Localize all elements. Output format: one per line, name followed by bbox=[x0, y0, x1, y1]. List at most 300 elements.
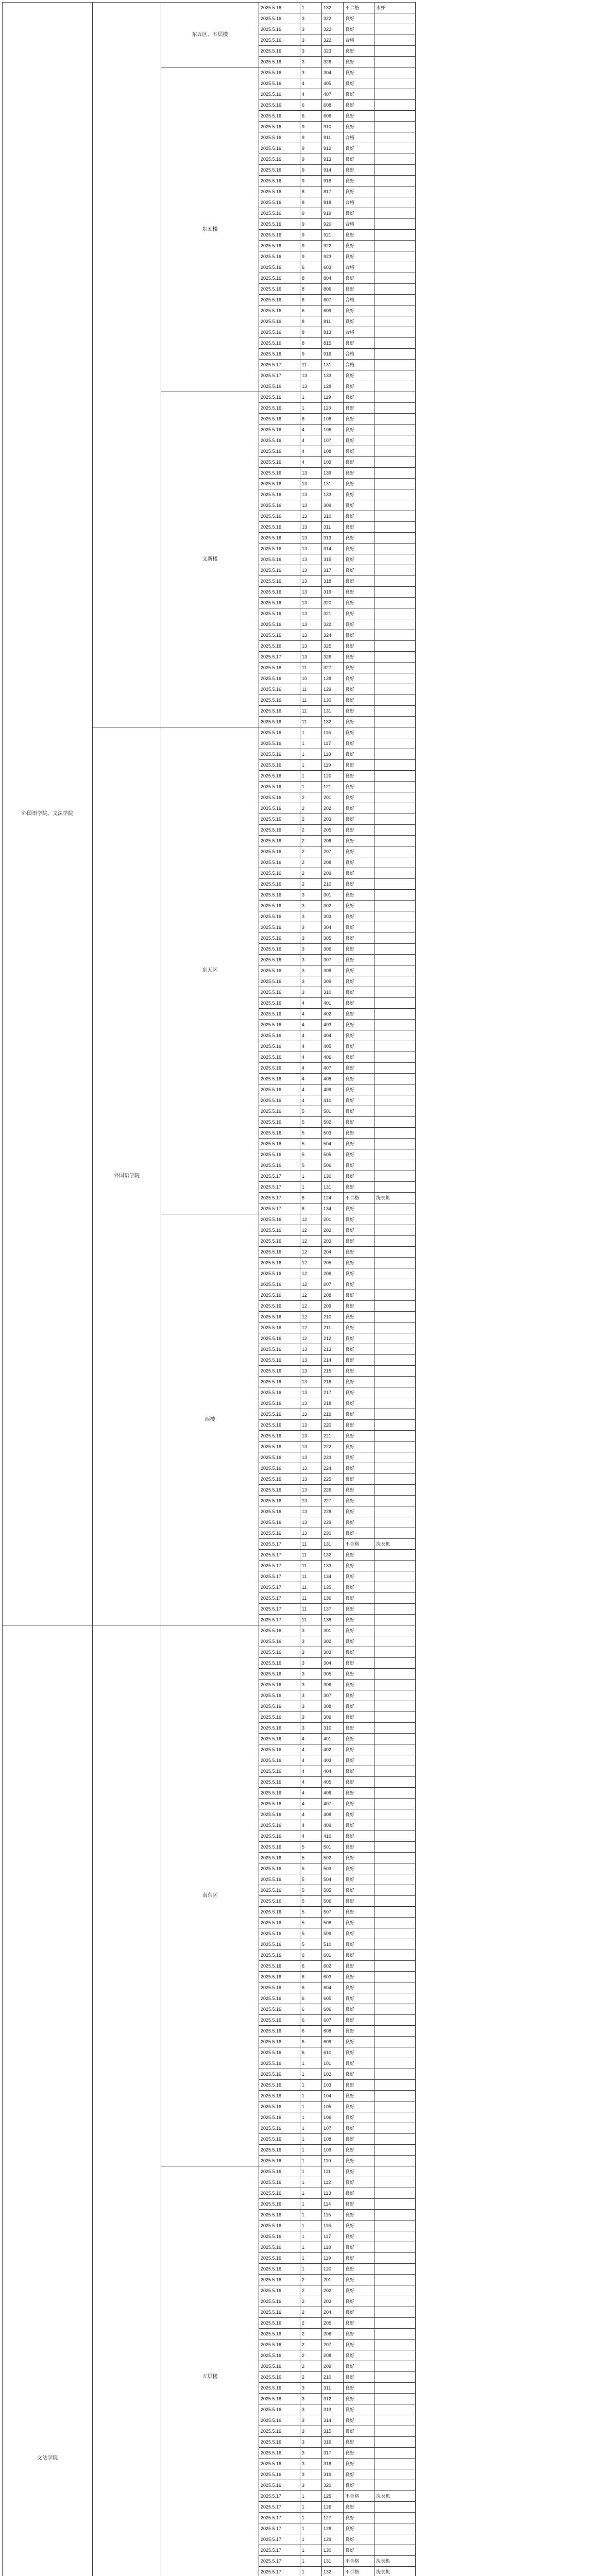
floor-cell: 13 bbox=[300, 641, 322, 652]
date-cell: 2025.5.16 bbox=[259, 1874, 300, 1885]
issue-cell bbox=[374, 944, 416, 955]
room-cell: 205 bbox=[322, 825, 344, 836]
result-cell: 良好 bbox=[344, 414, 374, 425]
result-cell: 良好 bbox=[344, 2469, 374, 2480]
room-cell: 131 bbox=[322, 1182, 344, 1193]
date-cell: 2025.5.16 bbox=[259, 673, 300, 684]
floor-cell: 1 bbox=[300, 2545, 322, 2556]
date-cell: 2025.5.16 bbox=[259, 2015, 300, 2026]
result-cell: 良好 bbox=[344, 1063, 374, 1074]
floor-cell: 1 bbox=[300, 2534, 322, 2545]
result-cell: 良好 bbox=[344, 1485, 374, 1496]
date-cell: 2025.5.16 bbox=[259, 2210, 300, 2221]
result-cell: 良好 bbox=[344, 836, 374, 846]
date-cell: 2025.5.16 bbox=[259, 2415, 300, 2426]
room-cell: 309 bbox=[322, 1712, 344, 1723]
floor-cell: 13 bbox=[300, 479, 322, 489]
result-cell: 良好 bbox=[344, 890, 374, 901]
room-cell: 222 bbox=[322, 1442, 344, 1452]
issue-cell bbox=[374, 2156, 416, 2166]
room-cell: 607 bbox=[322, 295, 344, 306]
date-cell: 2025.5.16 bbox=[259, 814, 300, 825]
room-cell: 314 bbox=[322, 544, 344, 554]
result-cell: 良好 bbox=[344, 771, 374, 782]
room-cell: 119 bbox=[322, 2253, 344, 2264]
table-row bbox=[3, 3, 610, 13]
result-cell: 良好 bbox=[344, 154, 374, 165]
room-cell: 407 bbox=[322, 89, 344, 100]
date-cell: 2025.5.16 bbox=[259, 2372, 300, 2383]
result-cell: 良好 bbox=[344, 1820, 374, 1831]
result-cell: 良好 bbox=[344, 1788, 374, 1799]
floor-cell: 12 bbox=[300, 1312, 322, 1323]
result-cell: 良好 bbox=[344, 2513, 374, 2523]
date-cell: 2025.5.16 bbox=[259, 3, 300, 13]
issue-cell bbox=[374, 1853, 416, 1863]
floor-cell: 2 bbox=[300, 2296, 322, 2307]
date-cell: 2025.5.16 bbox=[259, 316, 300, 327]
date-cell: 2025.5.16 bbox=[259, 998, 300, 1009]
unit-cell: 外国语学院、文法学院 bbox=[3, 3, 93, 1625]
issue-cell bbox=[374, 2448, 416, 2459]
floor-cell: 4 bbox=[300, 1809, 322, 1820]
room-cell: 305 bbox=[322, 933, 344, 944]
room-cell: 212 bbox=[322, 1333, 344, 1344]
date-cell: 2025.5.16 bbox=[259, 695, 300, 706]
result-cell: 良好 bbox=[344, 1755, 374, 1766]
date-cell: 2025.5.17 bbox=[259, 1182, 300, 1193]
floor-cell: 5 bbox=[300, 1106, 322, 1117]
result-cell: 良好 bbox=[344, 1723, 374, 1734]
room-cell: 813 bbox=[322, 327, 344, 338]
result-cell: 良好 bbox=[344, 1766, 374, 1777]
result-cell: 良好 bbox=[344, 479, 374, 489]
issue-cell bbox=[374, 78, 416, 89]
room-cell: 607 bbox=[322, 2015, 344, 2026]
issue-cell bbox=[374, 2318, 416, 2329]
room-cell: 120 bbox=[322, 2264, 344, 2275]
floor-cell: 12 bbox=[300, 1279, 322, 1290]
issue-cell bbox=[374, 1387, 416, 1398]
issue-cell bbox=[374, 533, 416, 544]
floor-cell: 2 bbox=[300, 2340, 322, 2350]
room-cell: 404 bbox=[322, 1030, 344, 1041]
date-cell: 2025.5.16 bbox=[259, 262, 300, 273]
issue-cell bbox=[374, 89, 416, 100]
date-cell: 2025.5.16 bbox=[259, 2318, 300, 2329]
area-cell bbox=[93, 3, 161, 727]
room-cell: 229 bbox=[322, 1517, 344, 1528]
floor-cell: 2 bbox=[300, 2318, 322, 2329]
result-cell: 不合格 bbox=[344, 1193, 374, 1204]
result-cell: 良好 bbox=[344, 2047, 374, 2058]
result-cell: 良好 bbox=[344, 446, 374, 457]
floor-cell: 8 bbox=[300, 197, 322, 208]
date-cell: 2025.5.16 bbox=[259, 46, 300, 57]
result-cell: 良好 bbox=[344, 2285, 374, 2296]
issue-cell bbox=[374, 836, 416, 846]
room-cell: 217 bbox=[322, 1387, 344, 1398]
floor-cell: 13 bbox=[300, 652, 322, 663]
result-cell: 良好 bbox=[344, 57, 374, 67]
floor-cell: 11 bbox=[300, 360, 322, 370]
floor-cell: 4 bbox=[300, 1799, 322, 1809]
date-cell: 2025.5.16 bbox=[259, 760, 300, 771]
room-cell: 817 bbox=[322, 187, 344, 197]
issue-cell bbox=[374, 284, 416, 295]
issue-cell bbox=[374, 2361, 416, 2372]
date-cell: 2025.5.16 bbox=[259, 1063, 300, 1074]
floor-cell: 3 bbox=[300, 1625, 322, 1636]
room-cell: 322 bbox=[322, 619, 344, 630]
floor-cell: 6 bbox=[300, 1972, 322, 1982]
floor-cell: 9 bbox=[300, 122, 322, 132]
issue-cell bbox=[374, 1149, 416, 1160]
date-cell: 2025.5.16 bbox=[259, 717, 300, 727]
result-cell: 良好 bbox=[344, 122, 374, 132]
result-cell: 良好 bbox=[344, 251, 374, 262]
room-cell: 120 bbox=[322, 771, 344, 782]
result-cell: 良好 bbox=[344, 673, 374, 684]
issue-cell bbox=[374, 2394, 416, 2404]
result-cell: 良好 bbox=[344, 2437, 374, 2448]
result-cell: 良好 bbox=[344, 1777, 374, 1788]
room-cell: 131 bbox=[322, 2556, 344, 2567]
result-cell: 良好 bbox=[344, 2426, 374, 2437]
result-cell: 良好 bbox=[344, 2415, 374, 2426]
room-cell: 117 bbox=[322, 2231, 344, 2242]
result-cell: 不合格 bbox=[344, 1539, 374, 1550]
floor-cell: 3 bbox=[300, 922, 322, 933]
result-cell: 良好 bbox=[344, 316, 374, 327]
floor-cell: 4 bbox=[300, 89, 322, 100]
result-cell: 良好 bbox=[344, 944, 374, 955]
result-cell: 良好 bbox=[344, 1236, 374, 1247]
result-cell: 良好 bbox=[344, 533, 374, 544]
date-cell: 2025.5.16 bbox=[259, 792, 300, 803]
date-cell: 2025.5.16 bbox=[259, 1788, 300, 1799]
floor-cell: 3 bbox=[300, 1658, 322, 1669]
issue-cell bbox=[374, 868, 416, 879]
date-cell: 2025.5.17 bbox=[259, 1171, 300, 1182]
result-cell: 良好 bbox=[344, 338, 374, 349]
issue-cell bbox=[374, 673, 416, 684]
issue-cell bbox=[374, 338, 416, 349]
room-cell: 138 bbox=[322, 1615, 344, 1625]
issue-cell bbox=[374, 262, 416, 273]
issue-cell bbox=[374, 154, 416, 165]
area-cell: 外国语学院 bbox=[93, 727, 161, 1625]
date-cell: 2025.5.16 bbox=[259, 89, 300, 100]
result-cell: 良好 bbox=[344, 2210, 374, 2221]
floor-cell: 5 bbox=[300, 1149, 322, 1160]
date-cell: 2025.5.16 bbox=[259, 2285, 300, 2296]
floor-cell: 5 bbox=[300, 1842, 322, 1853]
floor-cell: 1 bbox=[300, 2123, 322, 2134]
issue-cell bbox=[374, 381, 416, 392]
room-cell: 303 bbox=[322, 911, 344, 922]
issue-cell bbox=[374, 2047, 416, 2058]
date-cell: 2025.5.16 bbox=[259, 1463, 300, 1474]
floor-cell: 3 bbox=[300, 57, 322, 67]
issue-cell bbox=[374, 67, 416, 78]
floor-cell: 5 bbox=[300, 1928, 322, 1939]
date-cell: 2025.5.17 bbox=[259, 360, 300, 370]
room-cell: 224 bbox=[322, 1463, 344, 1474]
date-cell: 2025.5.17 bbox=[259, 1593, 300, 1604]
room-cell: 223 bbox=[322, 1452, 344, 1463]
result-cell: 良好 bbox=[344, 273, 374, 284]
room-cell: 405 bbox=[322, 1041, 344, 1052]
date-cell: 2025.5.16 bbox=[259, 976, 300, 987]
floor-cell: 1 bbox=[300, 1182, 322, 1193]
floor-cell: 1 bbox=[300, 2199, 322, 2210]
date-cell: 2025.5.16 bbox=[259, 565, 300, 576]
floor-cell: 2 bbox=[300, 2275, 322, 2285]
floor-cell: 1 bbox=[300, 2177, 322, 2188]
floor-cell: 5 bbox=[300, 1907, 322, 1918]
floor-cell: 1 bbox=[300, 2502, 322, 2513]
date-cell: 2025.5.16 bbox=[259, 576, 300, 587]
floor-cell: 5 bbox=[300, 1918, 322, 1928]
result-cell: 良好 bbox=[344, 1571, 374, 1582]
date-cell: 2025.5.16 bbox=[259, 987, 300, 998]
floor-cell: 11 bbox=[300, 1571, 322, 1582]
date-cell: 2025.5.16 bbox=[259, 219, 300, 230]
issue-cell bbox=[374, 1766, 416, 1777]
room-cell: 206 bbox=[322, 2329, 344, 2340]
result-cell: 良好 bbox=[344, 576, 374, 587]
floor-cell: 13 bbox=[300, 381, 322, 392]
date-cell: 2025.5.16 bbox=[259, 414, 300, 425]
room-cell: 921 bbox=[322, 230, 344, 241]
floor-cell: 13 bbox=[300, 1485, 322, 1496]
date-cell: 2025.5.16 bbox=[259, 1074, 300, 1084]
room-cell: 502 bbox=[322, 1853, 344, 1863]
result-cell: 良好 bbox=[344, 1625, 374, 1636]
issue-cell bbox=[374, 825, 416, 836]
issue-cell bbox=[374, 1755, 416, 1766]
room-cell: 306 bbox=[322, 1680, 344, 1690]
date-cell: 2025.5.16 bbox=[259, 1084, 300, 1095]
issue-cell bbox=[374, 2426, 416, 2437]
room-cell: 128 bbox=[322, 381, 344, 392]
floor-cell: 6 bbox=[300, 2026, 322, 2037]
floor-cell: 13 bbox=[300, 598, 322, 608]
date-cell: 2025.5.16 bbox=[259, 2350, 300, 2361]
floor-cell: 4 bbox=[300, 1009, 322, 1020]
floor-cell: 4 bbox=[300, 998, 322, 1009]
room-cell: 107 bbox=[322, 2123, 344, 2134]
room-cell: 321 bbox=[322, 608, 344, 619]
room-cell: 109 bbox=[322, 2145, 344, 2156]
floor-cell: 13 bbox=[300, 1506, 322, 1517]
room-cell: 216 bbox=[322, 1377, 344, 1387]
issue-cell bbox=[374, 2123, 416, 2134]
issue-cell bbox=[374, 1279, 416, 1290]
date-cell: 2025.5.16 bbox=[259, 2145, 300, 2156]
floor-cell: 3 bbox=[300, 944, 322, 955]
date-cell: 2025.5.16 bbox=[259, 1766, 300, 1777]
room-cell: 305 bbox=[322, 1669, 344, 1680]
floor-cell: 3 bbox=[300, 1680, 322, 1690]
date-cell: 2025.5.16 bbox=[259, 392, 300, 403]
issue-cell bbox=[374, 1820, 416, 1831]
date-cell: 2025.5.16 bbox=[259, 2134, 300, 2145]
issue-cell bbox=[374, 57, 416, 67]
floor-cell: 4 bbox=[300, 1052, 322, 1063]
issue-cell bbox=[374, 197, 416, 208]
result-cell: 良好 bbox=[344, 468, 374, 479]
result-cell: 良好 bbox=[344, 1009, 374, 1020]
issue-cell bbox=[374, 1669, 416, 1680]
room-cell: 203 bbox=[322, 814, 344, 825]
room-cell: 314 bbox=[322, 2415, 344, 2426]
issue-cell bbox=[374, 933, 416, 944]
floor-cell: 4 bbox=[300, 1755, 322, 1766]
issue-cell bbox=[374, 1972, 416, 1982]
issue-cell bbox=[374, 306, 416, 316]
issue-cell bbox=[374, 370, 416, 381]
result-cell: 良好 bbox=[344, 2037, 374, 2047]
floor-cell: 1 bbox=[300, 771, 322, 782]
room-cell: 113 bbox=[322, 403, 344, 414]
result-cell: 良好 bbox=[344, 1431, 374, 1442]
room-cell: 205 bbox=[322, 2318, 344, 2329]
result-cell: 良好 bbox=[344, 587, 374, 598]
floor-cell: 4 bbox=[300, 78, 322, 89]
issue-cell bbox=[374, 1571, 416, 1582]
result-cell: 良好 bbox=[344, 46, 374, 57]
result-cell: 良好 bbox=[344, 435, 374, 446]
floor-cell: 13 bbox=[300, 565, 322, 576]
floor-cell: 3 bbox=[300, 46, 322, 57]
result-cell: 良好 bbox=[344, 879, 374, 890]
room-cell: 404 bbox=[322, 1766, 344, 1777]
floor-cell: 11 bbox=[300, 1604, 322, 1615]
result-cell: 良好 bbox=[344, 2058, 374, 2069]
result-cell: 良好 bbox=[344, 608, 374, 619]
floor-cell: 13 bbox=[300, 1355, 322, 1366]
issue-cell bbox=[374, 479, 416, 489]
floor-cell: 4 bbox=[300, 1074, 322, 1084]
issue-cell bbox=[374, 2502, 416, 2513]
floor-cell: 4 bbox=[300, 1020, 322, 1030]
issue-cell bbox=[374, 1885, 416, 1896]
result-cell: 良好 bbox=[344, 1279, 374, 1290]
issue-cell bbox=[374, 1236, 416, 1247]
issue-cell bbox=[374, 738, 416, 749]
room-cell: 124 bbox=[322, 1193, 344, 1204]
issue-cell bbox=[374, 24, 416, 35]
result-cell: 良好 bbox=[344, 2372, 374, 2383]
floor-cell: 13 bbox=[300, 1344, 322, 1355]
floor-cell: 13 bbox=[300, 1398, 322, 1409]
floor-cell: 3 bbox=[300, 933, 322, 944]
room-cell: 322 bbox=[322, 24, 344, 35]
issue-cell bbox=[374, 2112, 416, 2123]
room-cell: 302 bbox=[322, 1636, 344, 1647]
issue-cell bbox=[374, 1647, 416, 1658]
date-cell: 2025.5.16 bbox=[259, 1431, 300, 1442]
floor-cell: 2 bbox=[300, 803, 322, 814]
date-cell: 2025.5.16 bbox=[259, 1658, 300, 1669]
room-cell: 107 bbox=[322, 435, 344, 446]
room-cell: 129 bbox=[322, 684, 344, 695]
unit-cell: 文法学院 bbox=[3, 1625, 93, 2576]
room-cell: 207 bbox=[322, 2340, 344, 2350]
floor-cell: 13 bbox=[300, 1442, 322, 1452]
room-cell: 207 bbox=[322, 846, 344, 857]
issue-cell bbox=[374, 544, 416, 554]
date-cell: 2025.5.17 bbox=[259, 1582, 300, 1593]
issue-cell bbox=[374, 641, 416, 652]
floor-cell: 3 bbox=[300, 976, 322, 987]
floor-cell: 8 bbox=[300, 187, 322, 197]
floor-cell: 5 bbox=[300, 1939, 322, 1950]
date-cell: 2025.5.16 bbox=[259, 1474, 300, 1485]
floor-cell: 5 bbox=[300, 1160, 322, 1171]
result-cell: 良好 bbox=[344, 2242, 374, 2253]
room-cell: 311 bbox=[322, 522, 344, 533]
issue-cell bbox=[374, 1723, 416, 1734]
result-cell: 良好 bbox=[344, 2091, 374, 2102]
room-cell: 407 bbox=[322, 1799, 344, 1809]
room-cell: 922 bbox=[322, 241, 344, 251]
date-cell: 2025.5.16 bbox=[259, 1777, 300, 1788]
result-cell: 良好 bbox=[344, 2004, 374, 2015]
floor-cell: 6 bbox=[300, 1993, 322, 2004]
floor-cell: 4 bbox=[300, 1788, 322, 1799]
issue-cell bbox=[374, 1961, 416, 1972]
date-cell: 2025.5.16 bbox=[259, 2264, 300, 2275]
room-cell: 610 bbox=[322, 2047, 344, 2058]
result-cell: 良好 bbox=[344, 1809, 374, 1820]
floor-cell: 9 bbox=[300, 251, 322, 262]
date-cell: 2025.5.16 bbox=[259, 706, 300, 717]
result-cell: 良好 bbox=[344, 2480, 374, 2491]
room-cell: 409 bbox=[322, 1820, 344, 1831]
room-cell: 403 bbox=[322, 1755, 344, 1766]
floor-cell: 1 bbox=[300, 2491, 322, 2502]
issue-cell bbox=[374, 1301, 416, 1312]
room-cell: 317 bbox=[322, 2448, 344, 2459]
room-cell: 106 bbox=[322, 425, 344, 435]
issue-cell bbox=[374, 1020, 416, 1030]
date-cell: 2025.5.16 bbox=[259, 1885, 300, 1896]
room-cell: 326 bbox=[322, 57, 344, 67]
room-cell: 409 bbox=[322, 1084, 344, 1095]
floor-cell: 3 bbox=[300, 2448, 322, 2459]
result-cell: 良好 bbox=[344, 965, 374, 976]
date-cell: 2025.5.16 bbox=[259, 1420, 300, 1431]
issue-cell bbox=[374, 1950, 416, 1961]
building-cell: 南东区 bbox=[161, 1625, 259, 2166]
room-cell: 221 bbox=[322, 1431, 344, 1442]
result-cell: 良好 bbox=[344, 2275, 374, 2285]
room-cell: 108 bbox=[322, 446, 344, 457]
issue-cell bbox=[374, 2177, 416, 2188]
date-cell: 2025.5.16 bbox=[259, 403, 300, 414]
issue-cell bbox=[374, 760, 416, 771]
date-cell: 2025.5.16 bbox=[259, 1377, 300, 1387]
room-cell: 605 bbox=[322, 1993, 344, 2004]
room-cell: 132 bbox=[322, 3, 344, 13]
floor-cell: 13 bbox=[300, 468, 322, 479]
result-cell: 良好 bbox=[344, 1182, 374, 1193]
result-cell: 良好 bbox=[344, 403, 374, 414]
issue-cell bbox=[374, 1680, 416, 1690]
